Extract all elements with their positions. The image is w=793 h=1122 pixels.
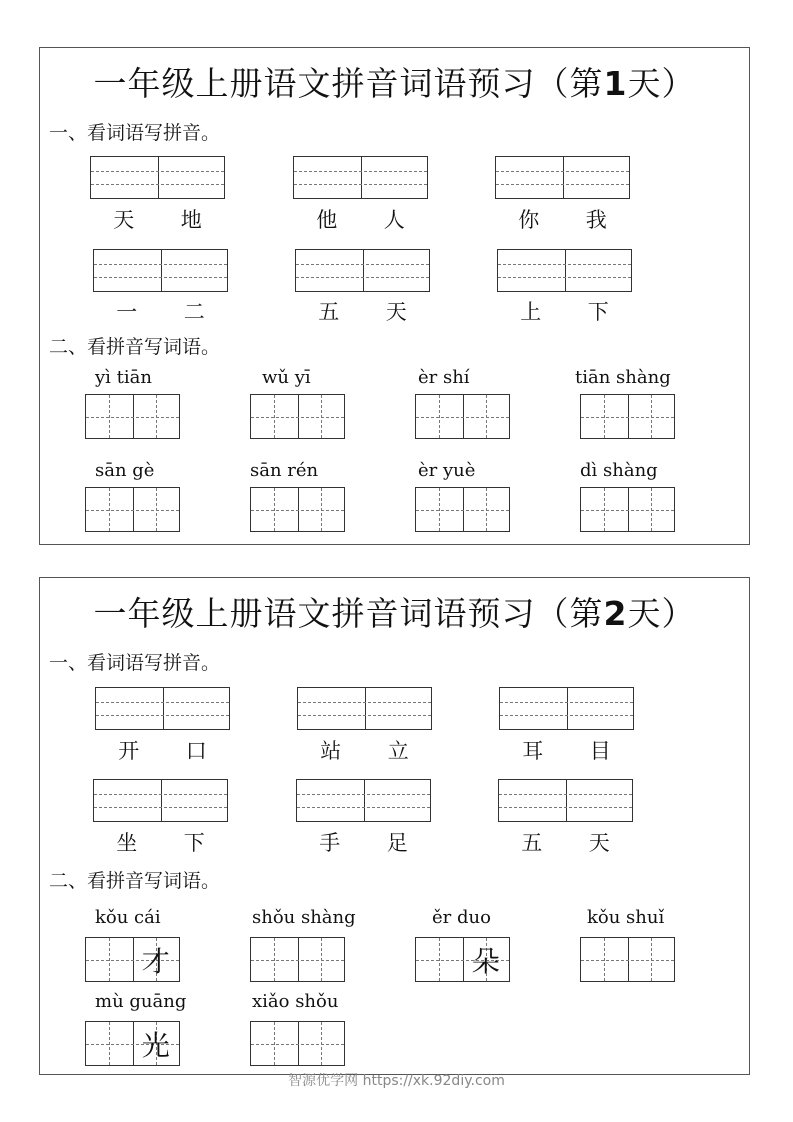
character-writing-grid[interactable]: [415, 937, 510, 982]
given-character: [298, 1022, 345, 1065]
word-characters: [93, 827, 228, 853]
character-writing-grid[interactable]: [580, 487, 675, 532]
section-heading-write-words: 二、看拼音写词语。: [49, 336, 221, 358]
pinyin-prompt: yì tiān: [95, 367, 152, 388]
given-character: [628, 488, 675, 531]
pinyin-prompt: kǒu cái: [95, 907, 161, 928]
word-characters: [495, 204, 630, 230]
character-writing-grid[interactable]: [250, 1021, 345, 1066]
pinyin-writing-box[interactable]: [498, 779, 633, 822]
word-char: 目: [589, 739, 611, 763]
worksheet-day-1: [39, 47, 750, 545]
pinyin-prompt: wǔ yī: [262, 367, 311, 388]
pinyin-writing-box[interactable]: [297, 687, 432, 730]
pinyin-writing-box[interactable]: [293, 156, 428, 199]
given-character: [298, 938, 345, 981]
pinyin-prompt: tiān shàng: [575, 367, 671, 388]
word-characters: [296, 827, 431, 853]
pinyin-prompt: sān gè: [95, 460, 155, 481]
word-char: 他: [316, 208, 338, 232]
word-char: 坐: [116, 831, 138, 855]
given-character: [463, 488, 510, 531]
pinyin-prompt: dì shàng: [580, 460, 658, 481]
title-end: 天）: [627, 594, 696, 633]
word-char: 二: [183, 300, 205, 324]
pinyin-prompt: ěr duo: [432, 907, 491, 928]
given-character: [628, 938, 675, 981]
given-character: [133, 488, 180, 531]
title-end: 天）: [627, 64, 696, 103]
given-character: [463, 395, 510, 438]
word-char: 上: [520, 300, 542, 324]
character-writing-grid[interactable]: [250, 937, 345, 982]
given-character: [298, 395, 345, 438]
word-char: 下: [183, 831, 205, 855]
footer-watermark: 智源优学网 https://xk.92diy.com: [288, 1073, 505, 1089]
given-character: 朵: [471, 944, 500, 978]
word-char: 站: [320, 739, 342, 763]
word-char: 五: [318, 300, 340, 324]
word-characters: [95, 735, 230, 761]
word-char: 下: [587, 300, 609, 324]
word-characters: [93, 296, 228, 322]
character-writing-grid[interactable]: [415, 487, 510, 532]
pinyin-prompt: èr yuè: [418, 460, 476, 481]
word-char: 立: [387, 739, 409, 763]
character-writing-grid[interactable]: [580, 937, 675, 982]
day-number: 2: [603, 594, 628, 633]
day-number: 1: [603, 64, 628, 103]
word-char: 口: [185, 739, 207, 763]
pinyin-writing-box[interactable]: [90, 156, 225, 199]
word-char: 开: [118, 739, 140, 763]
pinyin-prompt: sān rén: [250, 460, 319, 481]
title-text: 一年级上册语文拼音词语预习（第: [93, 594, 604, 633]
pinyin-prompt: xiǎo shǒu: [252, 991, 339, 1012]
word-char: 耳: [522, 739, 544, 763]
pinyin-prompt: kǒu shuǐ: [587, 907, 665, 928]
word-char: 一: [116, 300, 138, 324]
word-char: 天: [113, 208, 135, 232]
word-char: 五: [521, 831, 543, 855]
pinyin-writing-box[interactable]: [93, 249, 228, 292]
character-writing-grid[interactable]: [85, 1021, 180, 1066]
pinyin-writing-box[interactable]: [95, 687, 230, 730]
given-character: [133, 395, 180, 438]
pinyin-writing-box[interactable]: [497, 249, 632, 292]
given-character: [298, 488, 345, 531]
worksheet-day-2: [39, 577, 750, 1075]
word-characters: [297, 735, 432, 761]
pinyin-writing-box[interactable]: [93, 779, 228, 822]
pinyin-prompt: èr shí: [418, 367, 470, 388]
character-writing-grid[interactable]: [85, 394, 180, 439]
word-characters: [497, 296, 632, 322]
word-char: 天: [588, 831, 610, 855]
section-heading-write-words: 二、看拼音写词语。: [49, 870, 221, 892]
character-writing-grid[interactable]: [250, 487, 345, 532]
word-characters: [295, 296, 430, 322]
given-character: 才: [141, 944, 170, 978]
word-characters: [499, 735, 634, 761]
character-writing-grid[interactable]: [415, 394, 510, 439]
word-characters: [498, 827, 633, 853]
worksheet-title: [40, 588, 749, 635]
word-characters: [90, 204, 225, 230]
section-heading-write-pinyin: 一、看词语写拼音。: [49, 652, 221, 674]
given-character: 光: [141, 1028, 170, 1062]
given-character: [628, 395, 675, 438]
character-writing-grid[interactable]: [85, 937, 180, 982]
word-char: 你: [518, 208, 540, 232]
word-char: 我: [585, 208, 607, 232]
pinyin-writing-box[interactable]: [499, 687, 634, 730]
word-characters: [293, 204, 428, 230]
character-writing-grid[interactable]: [250, 394, 345, 439]
pinyin-prompt: mù guāng: [95, 991, 187, 1012]
word-char: 天: [385, 300, 407, 324]
worksheet-title: [40, 58, 749, 105]
pinyin-prompt: shǒu shàng: [252, 907, 356, 928]
section-heading-write-pinyin: 一、看词语写拼音。: [49, 122, 221, 144]
character-writing-grid[interactable]: [85, 487, 180, 532]
character-writing-grid[interactable]: [580, 394, 675, 439]
title-text: 一年级上册语文拼音词语预习（第: [93, 64, 604, 103]
pinyin-writing-box[interactable]: [295, 249, 430, 292]
word-char: 人: [383, 208, 405, 232]
word-char: 足: [386, 831, 408, 855]
pinyin-writing-box[interactable]: [296, 779, 431, 822]
word-char: 地: [180, 208, 202, 232]
pinyin-writing-box[interactable]: [495, 156, 630, 199]
word-char: 手: [319, 831, 341, 855]
